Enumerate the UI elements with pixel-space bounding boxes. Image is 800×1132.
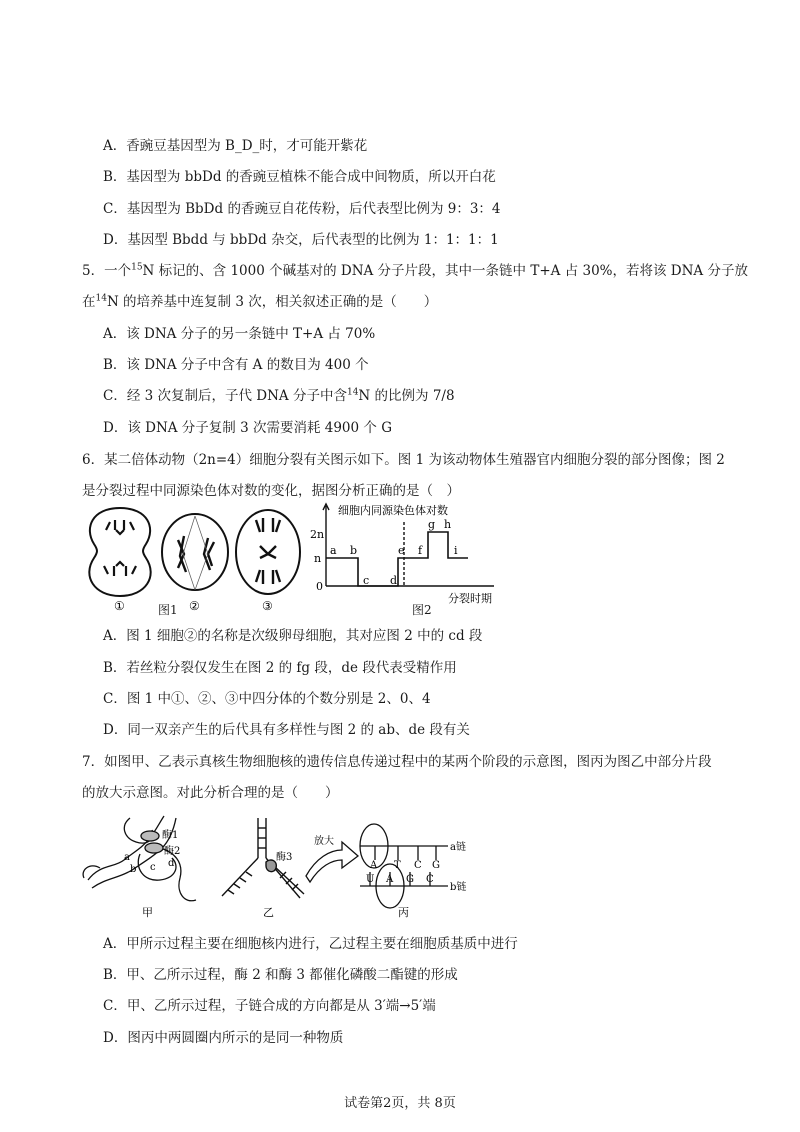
bing-chain-b: b链 xyxy=(450,882,467,893)
q5-option-a: A．该 DNA 分子的另一条链中 T+A 占 70% xyxy=(103,326,376,342)
q5-option-d: D．该 DNA 分子复制 3 次需要消耗 4900 个 G xyxy=(103,420,392,436)
cell-1-label: ① xyxy=(114,599,125,613)
jia-letter-b: b xyxy=(130,864,137,875)
q4-option-a: A．香豌豆基因型为 B_D_时，才可能开紫花 xyxy=(103,138,368,154)
bing-bottom-base-2: A xyxy=(386,874,394,885)
cell-1 xyxy=(89,508,150,596)
fig2-ytick-n: n xyxy=(314,552,322,565)
yi-enzyme3-label: 酶3 xyxy=(276,852,293,863)
fig2-seg-g: g xyxy=(428,518,436,531)
fig2-ytick-0: 0 xyxy=(316,580,323,593)
q6-figure1 xyxy=(80,500,310,620)
q5-stem-line2: 在$^{14}$N 的培养基中连复制 3 次，相关叙述正确的是（ ） xyxy=(82,293,438,310)
q6-option-a: A．图 1 细胞②的名称是次级卵母细胞，其对应图 2 中的 cd 段 xyxy=(103,628,483,644)
bing-chain-a: a链 xyxy=(450,842,466,853)
bing-bottom-base-4: C xyxy=(426,874,434,885)
magnify-arrow xyxy=(306,834,358,882)
fig2-seg-i: i xyxy=(454,544,458,557)
fig2-seg-h: h xyxy=(444,518,452,531)
fig2-seg-f: f xyxy=(418,544,423,557)
q4-option-b: B．基因型为 bbDd 的香豌豆植株不能合成中间物质，所以开白花 xyxy=(103,169,496,185)
fig2-title: 细胞内同源染色体对数 xyxy=(338,504,448,517)
jia-caption: 甲 xyxy=(142,906,153,919)
q7-stem-line2: 的放大示意图。对此分析合理的是（ ） xyxy=(82,785,339,801)
bing-caption: 丙 xyxy=(398,906,409,919)
jia-enzyme1-label: 酶1 xyxy=(162,830,179,841)
jia-letter-c: c xyxy=(150,862,156,873)
cell-2-label: ② xyxy=(189,599,200,613)
jia-letter-d: d xyxy=(168,858,175,869)
fig2-ytick-2n: 2n xyxy=(310,528,325,541)
fig1-caption: 图1 xyxy=(158,603,178,617)
fig2-seg-a: a xyxy=(330,544,337,557)
q6-stem-line2: 是分裂过程中同源染色体对数的变化，据图分析正确的是（ ） xyxy=(82,483,460,499)
q4-option-c: C．基因型为 BbDd 的香豌豆自花传粉，后代表型比例为 9：3：4 xyxy=(103,201,501,217)
q6-stem-line1: 6．某二倍体动物（2n=4）细胞分裂有关图示如下。图 1 为该动物体生殖器官内细胞分裂的部分图像；图 2 xyxy=(82,452,725,468)
q6-option-d: D．同一双亲产生的后代具有多样性与图 2 的 ab、de 段有关 xyxy=(103,722,470,738)
q5-option-b: B．该 DNA 分子中含有 A 的数目为 400 个 xyxy=(103,357,369,373)
fig2-seg-b: b xyxy=(350,544,358,557)
q6-option-b: B．若丝粒分裂仅发生在图 2 的 fg 段，de 段代表受精作用 xyxy=(103,660,457,676)
magnify-label: 放大 xyxy=(314,836,334,847)
cell-3-label: ③ xyxy=(262,599,273,613)
bing-top-base-4: G xyxy=(432,860,440,871)
bing-bottom-base-3: G xyxy=(406,874,414,885)
q7-option-a: A．甲所示过程主要在细胞核内进行，乙过程主要在细胞质基质中进行 xyxy=(103,936,518,952)
fig2-seg-c: c xyxy=(363,574,370,587)
q6-figure2 xyxy=(308,502,508,612)
q7-option-d: D．图丙中两圆圈内所示的是同一种物质 xyxy=(103,1030,344,1046)
fig2-seg-d: d xyxy=(390,574,398,587)
page-footer: 试卷第2页，共 8页 xyxy=(344,1096,456,1111)
q7-option-b: B．甲、乙所示过程，酶 2 和酶 3 都催化磷酸二酯键的形成 xyxy=(103,967,458,983)
fig2-xlabel: 分裂时期 xyxy=(448,592,492,605)
fig-jia xyxy=(83,816,196,901)
q7-option-c: C．甲、乙所示过程，子链合成的方向都是从 3′端→5′端 xyxy=(103,998,436,1014)
fig2-caption: 图2 xyxy=(412,603,432,617)
cell-2 xyxy=(162,514,228,590)
bing-top-base-2: T xyxy=(394,860,401,871)
cell-3 xyxy=(236,510,300,594)
fig2-seg-e: e xyxy=(398,544,405,557)
q7-stem-line1: 7．如图甲、乙表示真核生物细胞核的遗传信息传递过程中的某两个阶段的示意图，图丙为图乙中部分片段 xyxy=(82,754,712,770)
q6-option-c: C．图 1 中①、②、③中四分体的个数分别是 2、0、4 xyxy=(103,691,431,707)
yi-caption: 乙 xyxy=(263,906,274,919)
q5-stem-line1: 5．一个$^{15}$N 标记的、含 1000 个碱基对的 DNA 分子片段，其中一条链中 T+A 占 30%，若将该 DNA 分子放 xyxy=(82,262,748,279)
q4-option-d: D．基因型 Bbdd 与 bbDd 杂交，后代表型的比例为 1：1：1：1 xyxy=(103,232,499,248)
jia-enzyme2-label: 酶2 xyxy=(164,846,181,857)
bing-top-base-3: C xyxy=(414,860,422,871)
bing-bottom-base-1: U xyxy=(366,874,375,885)
bing-top-base-1: A xyxy=(370,860,378,871)
q7-figure xyxy=(80,808,480,920)
jia-letter-a: a xyxy=(124,852,130,863)
q5-option-c: C．经 3 次复制后，子代 DNA 分子中含$^{14}$N 的比例为 7/8 xyxy=(103,387,455,404)
